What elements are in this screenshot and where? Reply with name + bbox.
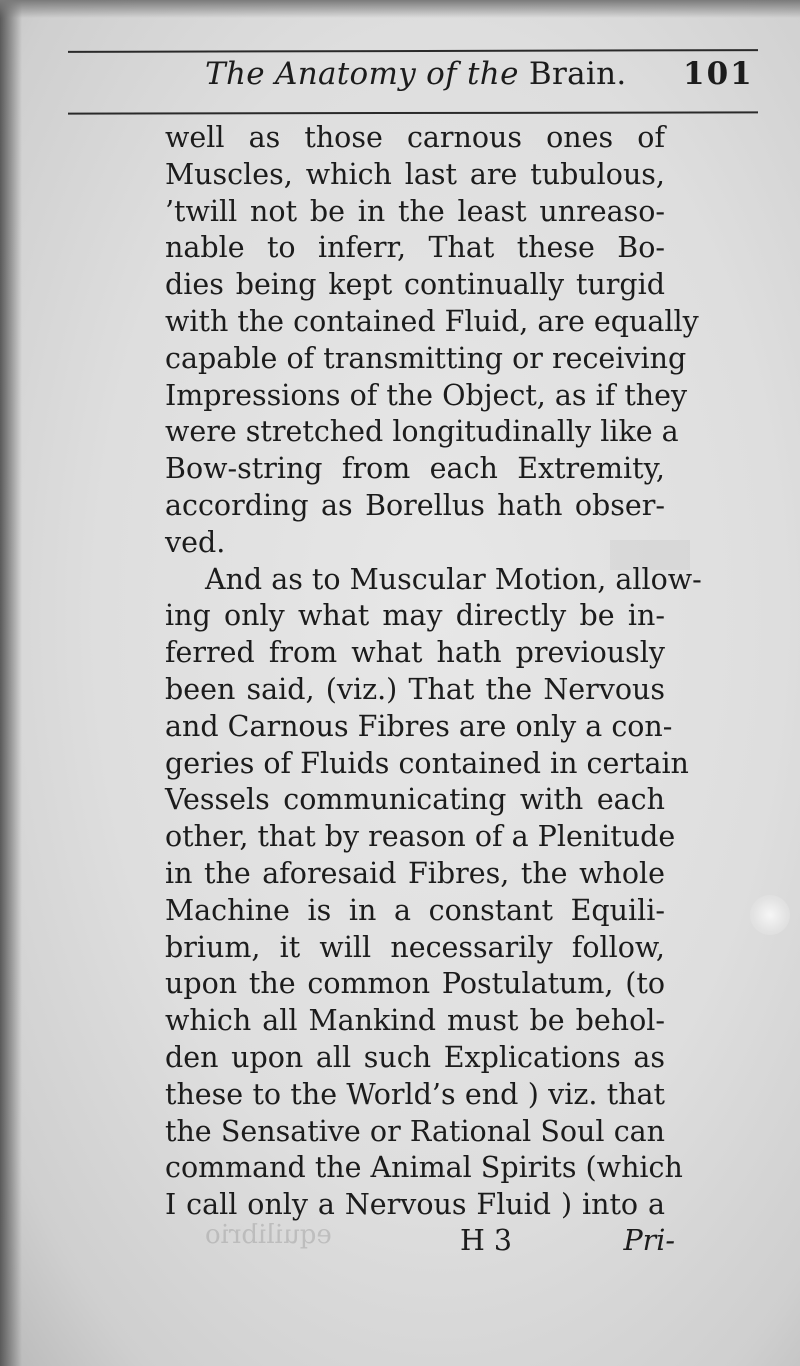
header-rule-top	[68, 49, 758, 53]
text-line: were stretched longitudinally like a	[165, 415, 679, 449]
text-line: Vessels communicating with each	[165, 783, 665, 817]
footer-line	[165, 1224, 675, 1260]
text-line: other, that by reason of a Plenitude	[165, 820, 676, 854]
text-line: with the contained Fluid, are equally	[165, 304, 699, 338]
catchword: Pri-	[623, 1224, 675, 1257]
text-line: Bow-string from each Extremity,	[165, 452, 665, 486]
text-line: den upon all such Explications as	[165, 1040, 665, 1074]
running-head-italic: The Anatomy of the	[205, 56, 519, 92]
text-line: And as to Muscular Motion, allow-	[205, 562, 702, 596]
text-line: which all Mankind must be behol-	[165, 1004, 665, 1038]
text-line: well as those carnous ones of	[165, 121, 665, 154]
body-text	[165, 120, 702, 1224]
signature-mark: H 3	[460, 1224, 513, 1257]
text-line: Machine is in a constant Equili-	[165, 893, 665, 927]
text-line: Impressions of the Object, as if they	[165, 378, 688, 412]
top-edge-shadow	[0, 0, 800, 18]
text-line: ved.	[165, 525, 226, 559]
text-line: these to the World’s end ) viz. that	[165, 1077, 665, 1111]
text-line: ferred from what hath previously	[165, 636, 665, 670]
text-line: the Sensative or Rational Soul can	[165, 1114, 665, 1148]
text-line: been said, (viz.) That the Nervous	[165, 672, 665, 706]
text-line: nable to inferr, That these Bo-	[165, 231, 665, 265]
text-line: geries of Fluids contained in certain	[165, 746, 689, 780]
text-line: I call only a Nervous Fluid ) into a	[165, 1188, 665, 1222]
header-rule-bottom	[68, 111, 758, 114]
paper-hole	[750, 895, 790, 935]
text-line: and Carnous Fibres are only a con-	[165, 709, 673, 743]
running-head	[205, 56, 627, 92]
gutter-shadow	[0, 0, 22, 1366]
text-line: in the aforesaid Fibres, the whole	[165, 856, 665, 890]
text-line: upon the common Postulatum, (to	[165, 967, 665, 1001]
text-line: ’twill not be in the least unreaso-	[165, 194, 665, 228]
bleed-through-text: equilibrio	[205, 1220, 332, 1250]
running-head-roman: Brain.	[528, 56, 627, 92]
text-line: command the Animal Spirits (which	[165, 1151, 683, 1185]
text-line: brium, it will necessarily follow,	[165, 930, 665, 964]
text-line: ing only what may directly be in-	[165, 599, 665, 633]
text-line: dies being kept continually turgid	[165, 268, 665, 302]
text-line: capable of transmitting or receiving	[165, 341, 687, 375]
page-number: 101	[683, 56, 754, 92]
text-line: according as Borellus hath obser-	[165, 488, 665, 522]
text-line: Muscles, which last are tubulous,	[165, 157, 665, 191]
